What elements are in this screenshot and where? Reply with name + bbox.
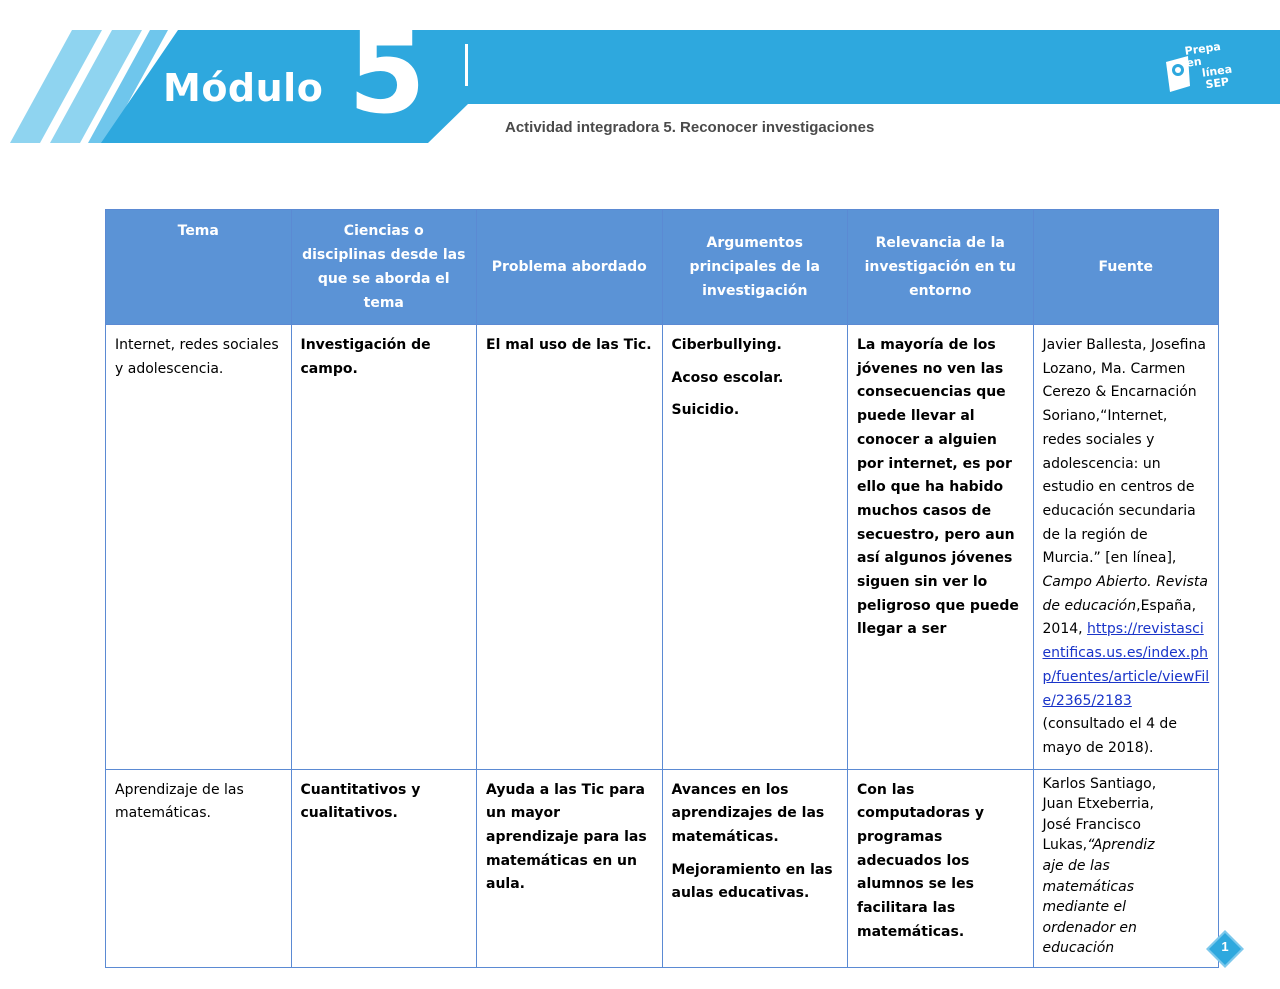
cell-tema: Aprendizaje de las matemáticas. <box>106 769 292 967</box>
header-problema: Problema abordado <box>477 210 663 325</box>
cell-relevancia: Con las computadoras y programas adecuados los alumnos se les facilitara las matemáticas. <box>848 769 1034 967</box>
cell-argumentos <box>662 325 848 770</box>
argument-item: Suicidio. <box>671 402 740 419</box>
prepa-en-linea-logo <box>1164 39 1233 94</box>
argument-item: Acoso escolar. <box>671 369 784 386</box>
cell-argumentos <box>662 769 848 967</box>
banner-divider <box>465 44 468 86</box>
source-authors: Karlos Santiago, Juan Etxeberria, José Francisco Lukas, <box>1042 775 1157 854</box>
table-row <box>106 769 1219 967</box>
source-title: “Internet, redes sociales y adolescencia: un estudio en centros de educación secundaria de la región de Murcia.” [en línea], <box>1042 408 1196 567</box>
logo-text <box>1184 40 1236 94</box>
header-ciencias: Ciencias o disciplinas desde las que se aborda el tema <box>291 210 477 325</box>
table-row <box>106 325 1219 770</box>
page-number: 1 <box>1221 939 1229 954</box>
logo-line-2: línea <box>1201 62 1233 80</box>
source-journal: Campo Abierto. Revista de educación <box>1042 574 1208 614</box>
cell-fuente <box>1033 325 1219 770</box>
header-tema: Tema <box>106 210 292 325</box>
argument-item: Ciberbullying. <box>671 337 782 353</box>
cell-relevancia: La mayoría de los jóvenes no ven las consecuencias que puede llevar al conocer a alguien por internet, es por ello que ha habido muchos casos de secuestro, pero aun así algunos jóvenes siguen sin ver lo peligroso que puede llegar a ser <box>848 325 1034 770</box>
argument-item: Mejoramiento en las aulas educativas. <box>671 861 833 902</box>
cell-problema: Ayuda a las Tic para un mayor aprendizaje para las matemáticas en un aula. <box>477 769 663 967</box>
activity-title: Actividad integradora 5. Reconocer investigaciones <box>505 119 875 136</box>
source-link[interactable]: https://revistascientificas.us.es/index.php/fuentes/article/viewFile/2365/2183 <box>1042 621 1210 709</box>
logo-line-1: Prepa en <box>1183 39 1222 70</box>
logo-line-3: SEP <box>1204 75 1230 92</box>
header-fuente: Fuente <box>1033 210 1219 325</box>
header-argumentos: Argumentos principales de la investigación <box>662 210 848 325</box>
source-text <box>1043 774 1163 959</box>
research-table-container <box>105 209 1218 968</box>
cell-ciencias: Cuantitativos y cualitativos. <box>291 769 477 967</box>
source-place-year: ,España, 2014, <box>1042 597 1197 638</box>
header-relevancia: Relevancia de la investigación en tu entorno <box>848 210 1034 325</box>
argument-item: Avances en los aprendizajes de las matemáticas. <box>671 781 825 846</box>
source-title: “Aprendizaje de las matemáticas mediante el ordenador en educación <box>1042 837 1155 957</box>
source-authors: Javier Ballesta, Josefina Lozano, Ma. Carmen Cerezo & Encarnación Soriano, <box>1042 337 1206 425</box>
source-consulted: (consultado el 4 de mayo de 2018). <box>1042 716 1177 756</box>
research-table <box>105 209 1219 968</box>
module-word: Módulo <box>163 66 324 110</box>
cell-problema: El mal uso de las Tic. <box>477 325 663 770</box>
table-header-row <box>106 210 1219 325</box>
cell-tema: Internet, redes sociales y adolescencia. <box>106 325 292 770</box>
cell-ciencias: Investigación de campo. <box>291 325 477 770</box>
cell-fuente <box>1033 769 1219 967</box>
page-number-badge <box>1205 929 1247 971</box>
module-number: 5 <box>348 9 426 139</box>
